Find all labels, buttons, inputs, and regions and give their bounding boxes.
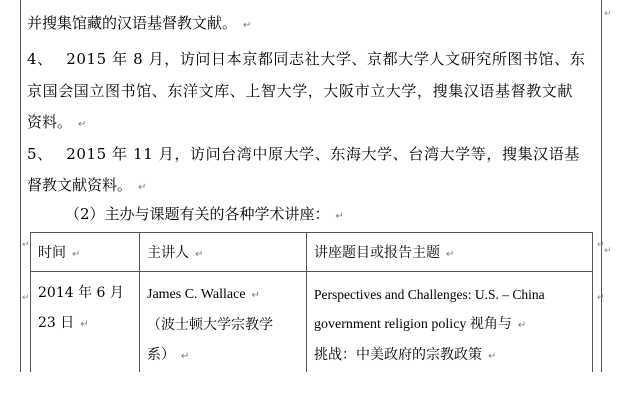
row-end-mark: ↵: [597, 240, 605, 250]
row-end-mark: ↵: [22, 293, 30, 303]
table-header-time: 时间 ↵: [38, 245, 81, 261]
table-row-topic: government religion policy 视角与 ↵: [314, 317, 527, 332]
row-end-mark: ↵: [22, 240, 30, 250]
table-header-topic: 讲座题目或报告主题 ↵: [314, 245, 455, 261]
table-row-speaker: （波士顿大学宗教学: [147, 317, 273, 333]
cell-end-mark: ↵: [604, 9, 612, 19]
paragraph-line: 督教文献资料。 ↵: [27, 176, 147, 194]
paragraph-line: （2）主办与课题有关的各种学术讲座： ↵: [65, 205, 344, 223]
table-header-speaker: 主讲人 ↵: [147, 245, 204, 261]
table-top-border: [30, 232, 592, 233]
table-left-border: [30, 232, 31, 372]
paragraph-line: 京国会国立图书馆、东洋文库、上智大学，大阪市立大学，搜集汉语基督教文献: [27, 82, 574, 100]
table-row-speaker: James C. Wallace ↵: [147, 287, 260, 302]
paragraph-line: 并搜集馆藏的汉语基督教文献。 ↵: [27, 14, 252, 32]
paragraph-line: 资料。 ↵: [27, 113, 87, 131]
table-row-speaker: 系） ↵: [147, 347, 190, 363]
outer-left-border: [20, 0, 21, 372]
table-col-divider-1: [139, 232, 140, 372]
table-col-divider-2: [306, 232, 307, 372]
table-row-topic: 挑战：中美政府的宗教政策 ↵: [314, 347, 497, 363]
row-end-mark: ↵: [597, 293, 605, 303]
outer-right-border: [601, 0, 602, 372]
paragraph-line: 5、 2015 年 11 月，访问台湾中原大学、东海大学、台湾大学等，搜集汉语基: [27, 145, 580, 163]
row-end-mark: ↵: [604, 246, 612, 256]
table-header-divider: [30, 271, 592, 272]
table-row-time: 2014 年 6 月: [38, 285, 124, 301]
paragraph-line: 4、 2015 年 8 月，访问日本京都同志社大学、京都大学人文研究所图书馆、东: [27, 50, 586, 68]
table-row-time: 23 日 ↵: [38, 315, 89, 331]
table-row-topic: Perspectives and Challenges: U.S. – China: [314, 287, 545, 302]
table-right-border: [592, 232, 593, 372]
